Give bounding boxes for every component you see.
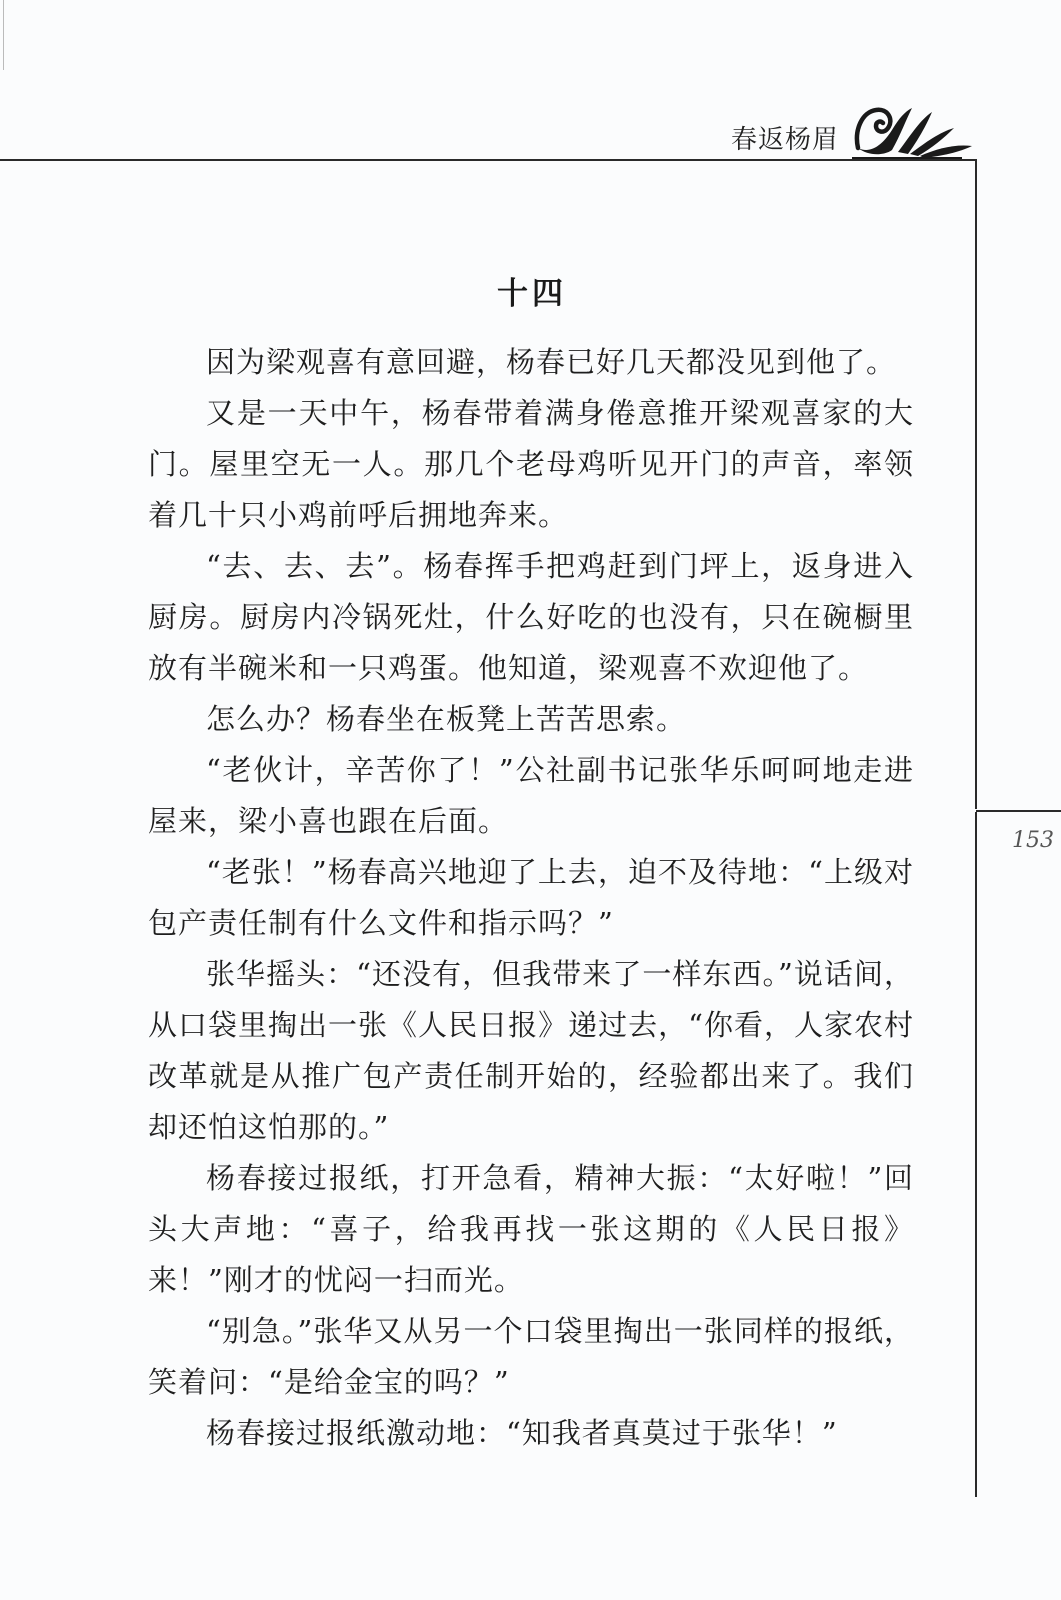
paragraph: “别急。”张华又从另一个口袋里掏出一张同样的报纸，笑着问：“是给金宝的吗？” xyxy=(148,1314,914,1399)
paragraph: “老伙计，辛苦你了！”公社副书记张华乐呵呵地走进屋来，梁小喜也跟在后面。 xyxy=(148,753,914,838)
paragraph: 杨春接过报纸激动地：“知我者真莫过于张华！” xyxy=(206,1416,838,1450)
paragraph: 杨春接过报纸，打开急看，精神大振：“太好啦！”回头大声地：“喜子，给我再找一张这期的《人民日报》来！”刚才的忧闷一扫而光。 xyxy=(148,1161,914,1297)
chapter-title: 十四 xyxy=(497,276,567,312)
page-number-tick xyxy=(976,810,1061,812)
page-number: 153 xyxy=(1012,828,1054,853)
running-title: 春返杨眉 xyxy=(731,125,840,155)
flourish-ornament-icon xyxy=(852,96,978,160)
right-margin-rule-top xyxy=(975,159,977,809)
paragraph: 张华摇头：“还没有，但我带来了一样东西。”说话间，从口袋里掏出一张《人民日报》递过去，“你看，人家农村改革就是从推广包产责任制开始的，经验都出来了。我们却还怕这怕那的。” xyxy=(148,957,914,1144)
paragraph: 因为梁观喜有意回避，杨春已好几天都没见到他了。 xyxy=(206,345,897,379)
paragraph: 怎么办？杨春坐在板凳上苦苦思索。 xyxy=(206,702,687,736)
paragraph: “老张！”杨春高兴地迎了上去，迫不及待地：“上级对包产责任制有什么文件和指示吗？” xyxy=(148,855,914,940)
paragraph: “去、去、去”。杨春挥手把鸡赶到门坪上，返身进入厨房。厨房内冷锅死灶，什么好吃的也没有，只在碗橱里放有半碗米和一只鸡蛋。他知道，梁观喜不欢迎他了。 xyxy=(148,549,914,685)
right-margin-rule-bottom xyxy=(975,812,977,1497)
body-text xyxy=(148,337,914,1459)
paragraph: 又是一天中午，杨春带着满身倦意推开梁观喜家的大门。屋里空无一人。那几个老母鸡听见开门的声音，率领着几十只小鸡前呼后拥地奔来。 xyxy=(148,396,914,532)
header-rule xyxy=(0,159,976,161)
spine-line xyxy=(3,0,4,70)
